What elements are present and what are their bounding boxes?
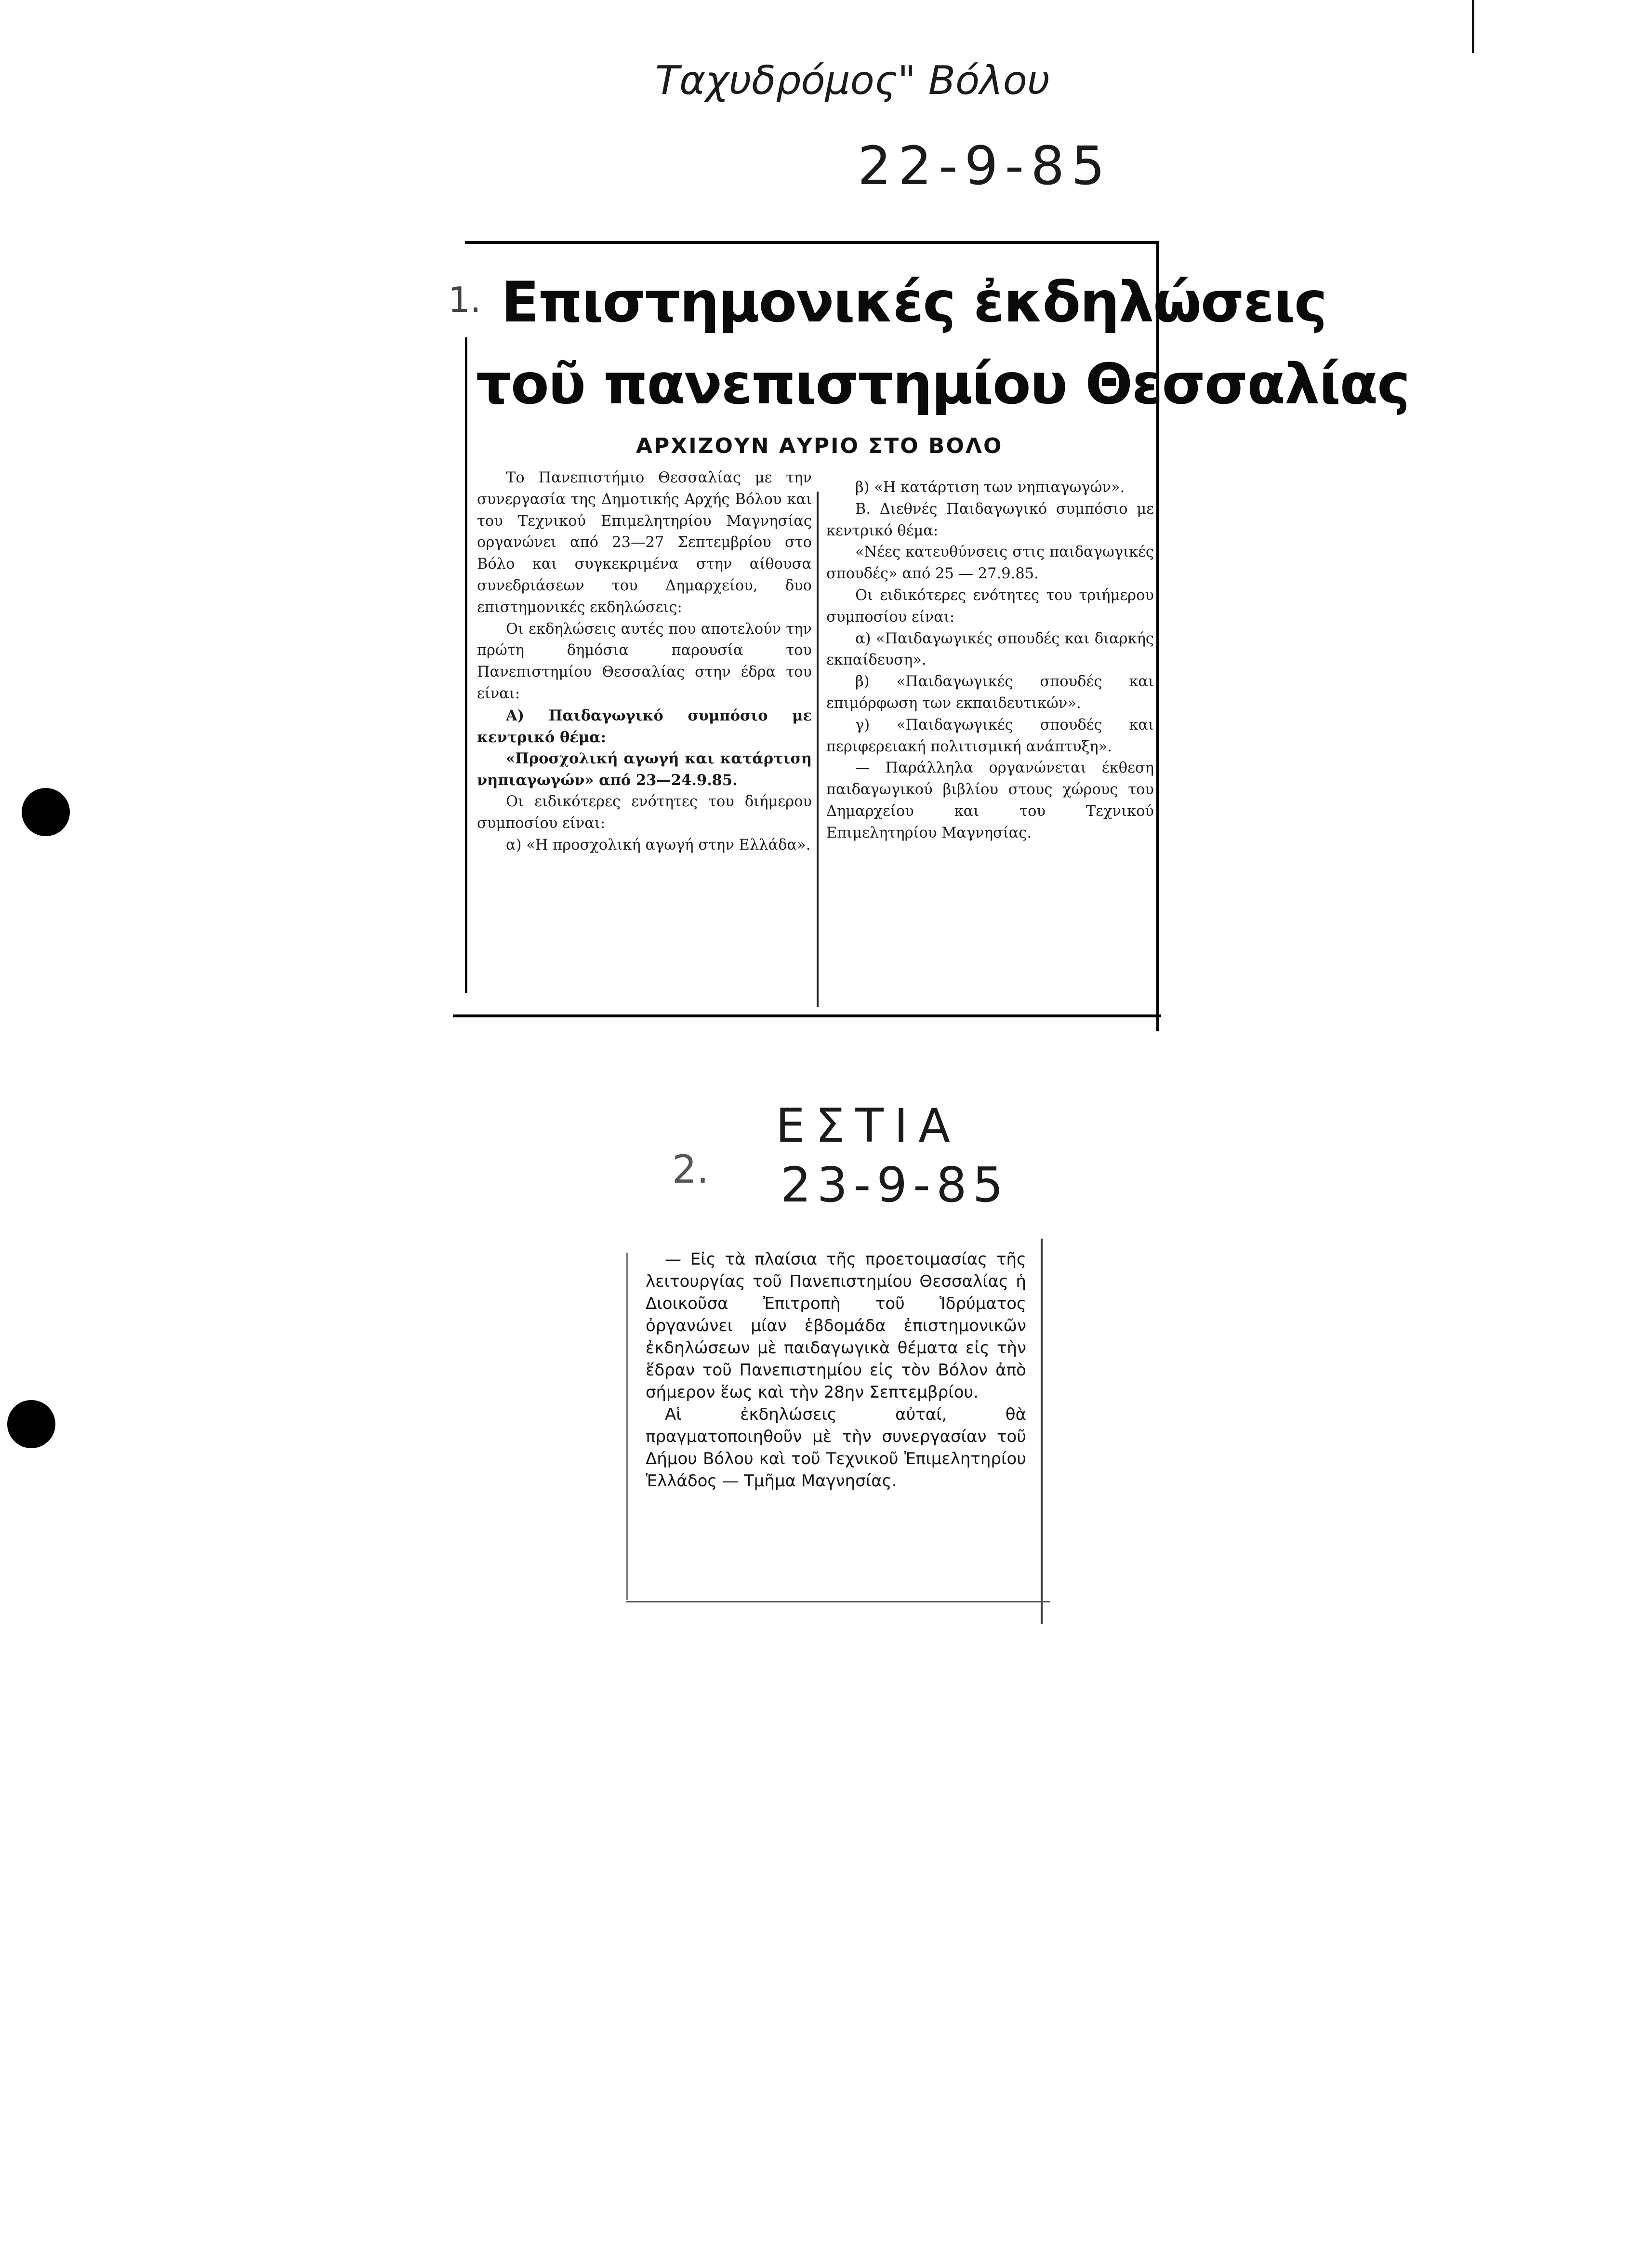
subheadline: ΑΡΧΙΖΟΥΝ ΑΥΡΙΟ ΣΤΟ ΒΟΛΟ xyxy=(636,434,1003,458)
article-paragraph: — Εἰς τὰ πλαίσια τῆς προετοιμασίας τῆς λειτουργίας τοῦ Πανεπιστημίου Θεσσαλίας ἡ Διοικοῦσα Ἐπιτροπὴ τοῦ Ἱδρύματος ὀργανώνει μίαν ἑβδομάδα ἐπιστημονικῶν ἐκδηλώσεων μὲ παιδαγωγικὰ θέματα εἰς τὴν ἕδραν τοῦ Πανεπιστημίου εἰς τὸν Βόλον ἀπὸ σήμερον ἕως καὶ τὴν 28ην Σεπτεμβρίου. xyxy=(646,1250,1026,1402)
article-paragraph: Οι ειδικότερες ενότητες του διήμερου συμποσίου είναι: xyxy=(477,793,812,832)
clipping-border-left xyxy=(626,1253,628,1600)
clipping-border-bottom xyxy=(453,1014,1161,1017)
newspaper-clipping-1 xyxy=(434,241,1409,1031)
clipping-border-bottom xyxy=(626,1601,1050,1602)
punch-hole-bottom xyxy=(7,1400,55,1448)
article-paragraph: Αἱ ἐκδηλώσεις αὐταί, θὰ πραγματοποιηθοῦν μὲ τὴν συνεργασίαν τοῦ Δήμου Βόλου καὶ τοῦ Τεχνικοῦ Ἐπιμελητηρίου Ἑλλάδος — Τμῆμα Μαγνησίας. xyxy=(646,1405,1026,1491)
article-paragraph: Οι ειδικότερες ενότητες του τριήμερου συμποσίου είναι: xyxy=(826,587,1154,626)
punch-hole-top xyxy=(22,788,70,836)
article-column-left xyxy=(477,467,812,856)
headline-line-1: Επιστημονικές ἐκδηλώσεις xyxy=(501,270,1326,335)
article-paragraph: Α) Παιδαγωγικό συμπόσιο με κεντρικό θέμα: xyxy=(477,707,812,746)
article-paragraph: β) «Παιδαγωγικές σπουδές και επιμόρφωση των εκπαιδευτικών». xyxy=(826,673,1154,712)
handwritten-date-1: 22-9-85 xyxy=(858,135,1112,197)
column-divider xyxy=(817,492,819,1007)
handwritten-source-2: ΕΣΤΙΑ xyxy=(776,1099,961,1153)
newspaper-clipping-2 xyxy=(626,1239,1050,1634)
article-paragraph: Το Πανεπιστήμιο Θεσσαλίας με την συνεργασία της Δημοτικής Αρχής Βόλου και του Τεχνικού Επιμελητηρίου Μαγνησίας οργανώνει από 23—27 Σεπτεμβρίου στο Βόλο και συγκεκριμένα στην αίθουσα συνεδριάσεων του Δημαρχείου, δυο επιστημονικές εκδηλώσεις: xyxy=(477,469,812,616)
handwritten-number-1: 1. xyxy=(448,280,481,320)
headline-line-2: τοῦ πανεπιστημίου Θεσσαλίας xyxy=(476,352,1409,417)
article-column xyxy=(646,1248,1026,1492)
handwritten-source-1 xyxy=(655,58,1050,104)
article-paragraph: α) «Παιδαγωγικές σπουδές και διαρκής εκπαίδευση». xyxy=(826,630,1154,669)
clipping-border-top xyxy=(465,241,1159,244)
article-paragraph: Β. Διεθνές Παιδαγωγικό συμπόσιο με κεντρικό θέμα: xyxy=(826,500,1154,539)
article-column-right xyxy=(826,477,1154,844)
article-paragraph: α) «Η προσχολική αγωγή στην Ελλάδα». xyxy=(506,836,811,854)
handwritten-number-2: 2. xyxy=(672,1147,709,1192)
article-paragraph: β) «Η κατάρτιση των νηπιαγωγών». xyxy=(855,479,1125,496)
clipping-border-right xyxy=(1041,1239,1043,1624)
article-paragraph: «Προσχολική αγωγή και κατάρτιση νηπιαγωγών» από 23—24.9.85. xyxy=(477,750,812,789)
handwritten-source-1-text: Ταχυδρόμος" Βόλου xyxy=(655,58,1050,104)
corner-mark xyxy=(1472,0,1474,53)
clipping-border-left xyxy=(465,337,467,993)
article-paragraph: «Νέες κατευθύνσεις στις παιδαγωγικές σπουδές» από 25 — 27.9.85. xyxy=(826,544,1154,583)
article-paragraph: γ) «Παιδαγωγικές σπουδές και περιφερειακή πολιτισμική ανάπτυξη». xyxy=(826,716,1154,755)
article-paragraph: — Παράλληλα οργανώνεται έκθεση παιδαγωγικού βιβλίου στους χώρους του Δημαρχείου και του Τεχνικού Επιμελητηρίου Μαγνησίας. xyxy=(826,760,1154,841)
handwritten-date-2: 23-9-85 xyxy=(781,1157,1009,1213)
article-paragraph: Οι εκδηλώσεις αυτές που αποτελούν την πρώτη δημόσια παρουσία του Πανεπιστημίου Θεσσαλίας στην έδρα του είναι: xyxy=(477,620,812,702)
